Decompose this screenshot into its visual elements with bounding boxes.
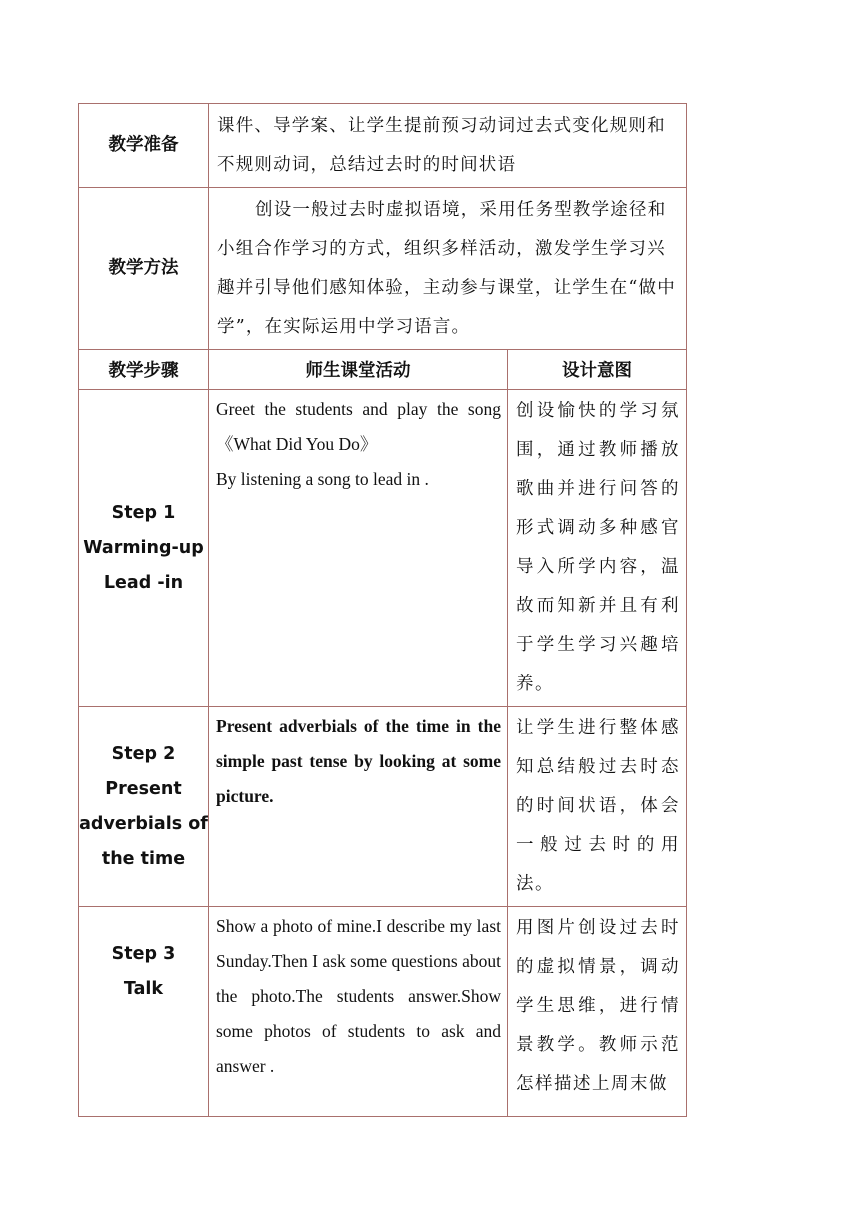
row-step-3	[79, 907, 687, 1117]
step-1-label-line: Warming-up	[83, 537, 204, 558]
step-2-label-line: adverbials of	[79, 813, 208, 834]
step-3-label	[79, 907, 209, 1117]
step-3-label-line: Step 3	[111, 944, 176, 964]
step-2-intent	[508, 707, 687, 907]
step-3-activity-text: Show a photo of mine.I describe my last Sunday.Then I ask some questions about the photo.The students answer.Show some photos of students to ask and answer .	[216, 916, 501, 1076]
label-teaching-preparation: 教学准备	[79, 104, 209, 188]
row-teaching-method	[79, 188, 687, 350]
step-3-label-line: Talk	[123, 979, 164, 999]
step-2-activity	[209, 707, 508, 907]
step-1-label-line: Step 1	[111, 502, 176, 523]
step-2-label	[79, 707, 209, 907]
content-teaching-preparation	[209, 104, 687, 188]
row-step-2	[79, 707, 687, 907]
method-text: 创设一般过去时虚拟语境，采用任务型教学途径和小组合作学习的方式，组织多样活动，激发学生学习兴趣并引导他们感知体验，主动参与课堂，让学生在“做中学”，在实际运用中学习语言。	[217, 200, 676, 337]
step-3-intent-text: 用图片创设过去时的虚拟情景，调动学生思维，进行情景教学。教师示范怎样描述上周末做	[516, 918, 680, 1094]
step-1-activity-line: By listening a song to lead in .	[216, 469, 429, 489]
step-1-label-line: Lead -in	[103, 572, 184, 593]
step-1-intent	[508, 390, 687, 707]
step-1-activity	[209, 390, 508, 707]
step-1-label	[79, 390, 209, 707]
row-step-1	[79, 390, 687, 707]
step-2-intent-text: 让学生进行整体感知总结般过去时态的时间状语，体会一般过去时的用法。	[516, 718, 680, 894]
step-3-intent	[508, 907, 687, 1117]
preparation-text: 课件、导学案、让学生提前预习动词过去式变化规则和不规则动词，总结过去时的时间状语	[217, 116, 666, 175]
header-activities: 师生课堂活动	[209, 350, 508, 390]
step-2-label-line: Step 2	[111, 743, 176, 764]
step-1-intent-text: 创设愉快的学习氛围，通过教师播放歌曲并进行问答的形式调动多种感官导入所学内容，温故而知新并且有利于学生学习兴趣培养。	[516, 401, 680, 694]
content-teaching-method	[209, 188, 687, 350]
step-2-label-line: Present	[105, 778, 182, 799]
step-2-activity-text: Present adverbials of the time in the simple past tense by looking at some picture.	[216, 716, 501, 806]
step-1-activity-line: Greet the students and play the song《What Did You Do》	[216, 399, 501, 454]
header-design-intent: 设计意图	[508, 350, 687, 390]
row-table-header	[79, 350, 687, 390]
step-2-label-line: the time	[101, 848, 186, 869]
step-3-activity	[209, 907, 508, 1117]
header-teaching-steps: 教学步骤	[79, 350, 209, 390]
row-teaching-preparation	[79, 104, 687, 188]
lesson-plan-table	[78, 103, 687, 1117]
label-teaching-method: 教学方法	[79, 188, 209, 350]
